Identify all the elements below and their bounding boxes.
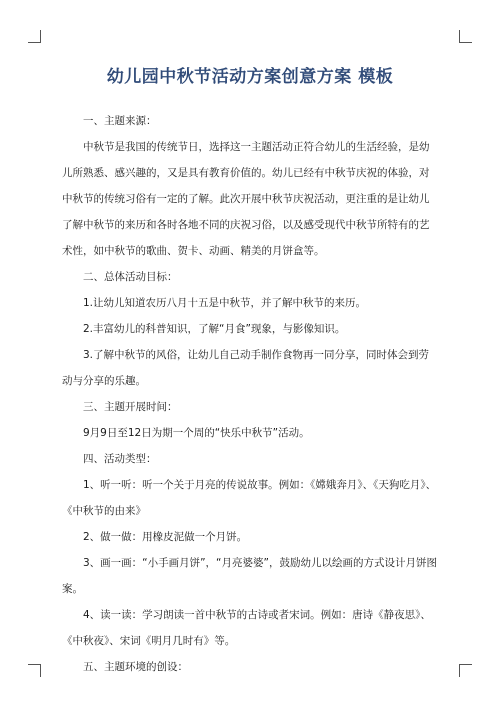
document-body [62, 108, 438, 680]
section-3-paragraph: 9月9日至12日为期一个周的“快乐中秋节”活动。 [83, 427, 310, 439]
section-3-heading: 三、主题开展时间： [83, 401, 178, 413]
section-2-item-1: 1.让幼儿知道农历八月十五是中秋节，并了解中秋节的来历。 [83, 297, 367, 309]
section-1-heading: 一、主题来源： [83, 115, 157, 127]
section-2-item-3: 3.了解中秋节的风俗，让幼儿自己动手制作食物再一同分享，同时体会到劳动与分享的乐趣。 [62, 349, 430, 387]
section-5-heading: 五、主题环境的创设： [83, 661, 188, 673]
section-2-heading: 二、总体活动目标： [83, 271, 178, 283]
section-4-item-1: 1、听一听：听一个关于月亮的传说故事。例如：《嫦娥奔月》、《天狗吃月》、《中秋节的由来》 [62, 479, 437, 517]
crop-mark-bottom-left [28, 664, 41, 677]
section-1-paragraph: 中秋节是我国的传统节日，选择这一主题活动正符合幼儿的生活经验，是幼儿所熟悉、感兴趣的，又是具有教育价值的。幼儿已经有中秋节庆祝的体验，对中秋节的传统习俗有一定的了解。此次开展中秋节庆祝活动，更注重的是让幼儿了解中秋节的来历和各时各地不同的庆祝习俗，以及感受现代中秋节所特有的艺术性，如中秋节的歌曲、贺卡、动画、精美的月饼盒等。 [62, 141, 430, 257]
crop-mark-top-left [28, 30, 41, 43]
crop-mark-bottom-right [459, 664, 472, 677]
crop-mark-top-right [459, 30, 472, 43]
section-4-item-2: 2、做一做：用橡皮泥做一个月饼。 [83, 531, 248, 543]
section-4-item-3: 3、画一画：“小手画月饼”，“月亮婆婆”，鼓励幼儿以绘画的方式设计月饼图案。 [62, 557, 437, 595]
section-2-item-2: 2.丰富幼儿的科普知识，了解“月食”现象，与影像知识。 [83, 323, 346, 335]
document-title: 幼儿园中秋节活动方案创意方案 模板 [106, 67, 394, 87]
section-4-heading: 四、活动类型： [83, 453, 157, 465]
section-4-item-4: 4、读一读：学习朗读一首中秋节的古诗或者宋词。例如：唐诗《静夜思》、《中秋夜》、宋词《明月几时有》等。 [62, 609, 431, 647]
